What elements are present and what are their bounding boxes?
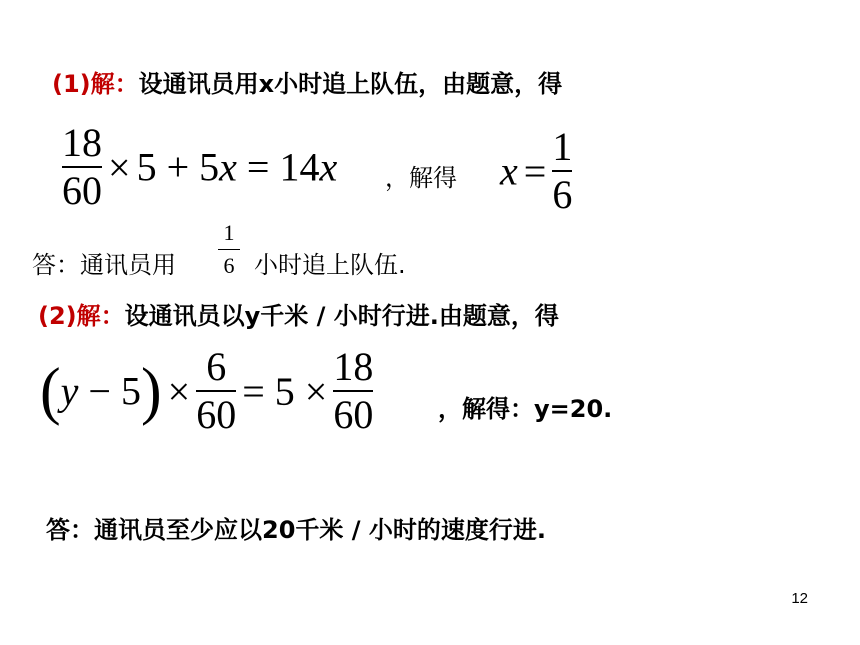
equals-five-times: = 5 × [242, 368, 328, 414]
fraction-denominator: 60 [62, 168, 102, 213]
part1-label: (1)解： [52, 70, 139, 98]
part1-solution [500, 126, 572, 216]
equation-rhs: = 14 [236, 144, 320, 190]
variable-y: y [60, 368, 79, 414]
fraction-numerator: 6 [206, 344, 227, 389]
answer-fraction [218, 220, 240, 279]
part2-setup: 设通讯员以y千米 / 小时行进.由题意，得 [124, 302, 559, 330]
part2-label: (2)解： [38, 302, 125, 330]
fraction-18-60 [62, 122, 102, 212]
minus-five: − 5 [78, 368, 141, 414]
part1-setup: 设通讯员用x小时追上队伍，由题意，得 [138, 70, 563, 98]
variable-x: x [219, 144, 237, 190]
fraction-numerator: 18 [62, 120, 102, 165]
fraction-numerator: 1 [223, 220, 235, 245]
fraction-1-6 [552, 126, 572, 216]
left-paren: ( [40, 354, 61, 427]
equals-sign: = [523, 148, 547, 194]
fraction-6-60 [196, 346, 236, 436]
fraction-numerator: 18 [333, 344, 374, 389]
part1-answer-pre: 答：通讯员用 [32, 251, 176, 279]
fraction-denominator: 6 [223, 253, 235, 278]
fraction-denominator: 60 [196, 392, 237, 437]
part2-solve: ，解得：y=20. [438, 395, 613, 423]
part1-answer-post: 小时追上队伍. [254, 251, 406, 279]
fraction-bar [218, 249, 240, 250]
variable-x-rhs: x [319, 144, 338, 190]
fraction-denominator: 60 [333, 392, 374, 437]
fraction-18-60 [333, 346, 373, 436]
right-paren: ) [140, 354, 162, 427]
part2-answer: 答：通讯员至少应以20千米 / 小时的速度行进. [46, 516, 546, 544]
part2-heading [38, 296, 559, 331]
part2-equation [40, 346, 373, 436]
equation-term: 5 + 5 [136, 144, 220, 190]
fraction-numerator: 1 [552, 124, 573, 169]
part1-equation [62, 122, 337, 212]
times-sign: × [167, 368, 191, 414]
part1-solve-label: ，解得 [385, 164, 457, 192]
page-number: 12 [791, 590, 808, 607]
part1-heading [52, 64, 562, 99]
solution-variable: x [500, 148, 518, 194]
times-sign: × [108, 144, 131, 190]
fraction-denominator: 6 [552, 172, 573, 217]
